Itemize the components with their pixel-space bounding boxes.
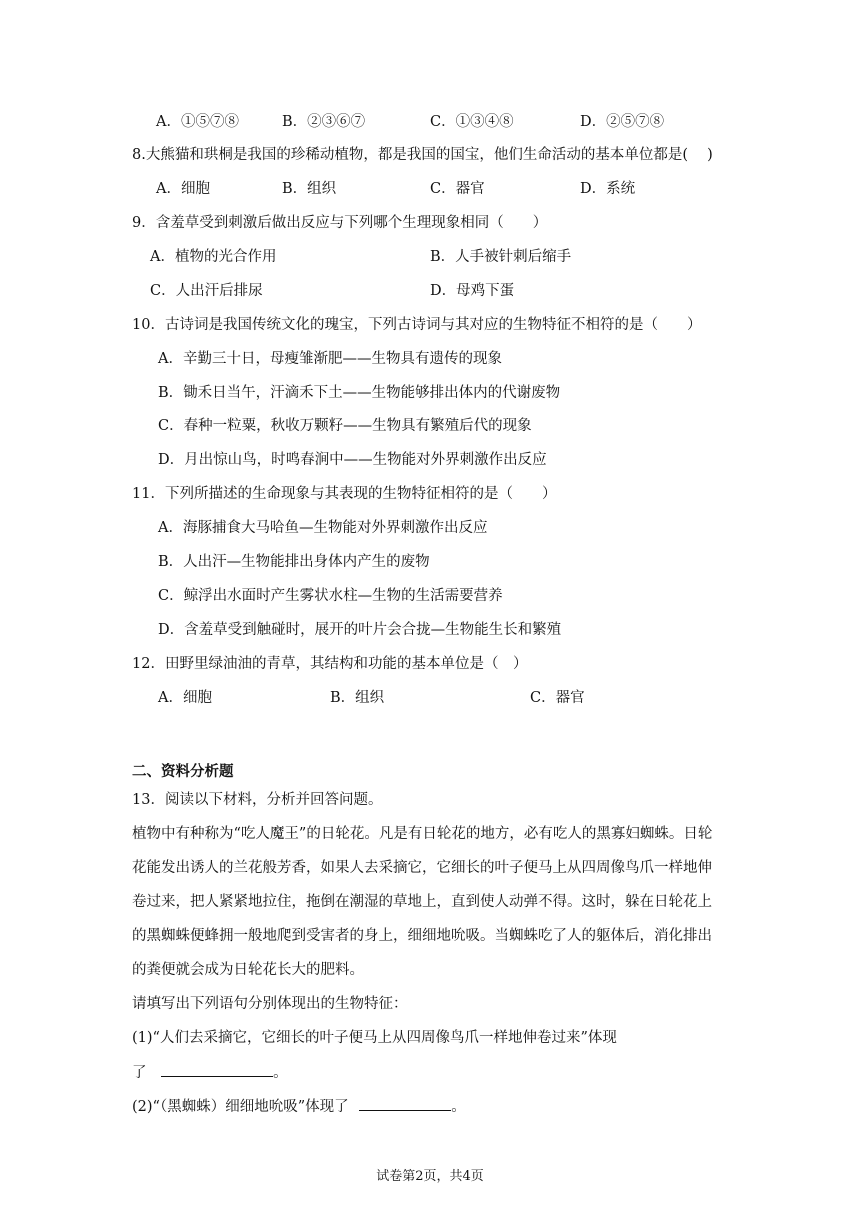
- q13-passage-line: 的粪便就会成为日轮花长大的肥料。: [132, 962, 364, 978]
- q10-stem: 10．古诗词是我国传统文化的瑰宝，下列古诗词与其对应的生物特征不相符的是（ ）: [132, 317, 702, 333]
- section-title: 二、资料分析题: [132, 763, 234, 780]
- q8-option-d: D．系统: [580, 181, 636, 197]
- q13-instruction: 请填写出下列语句分别体现出的生物特征：: [132, 996, 408, 1012]
- q10-option-d: D．月出惊山鸟，时鸣春涧中——生物能对外界刺激作出反应: [158, 452, 547, 468]
- q13-passage-line: 卷过来，把人紧紧地拉住，拖倒在潮湿的草地上，直到使人动弹不得。这时，躲在日轮花上: [132, 894, 712, 910]
- q13-sub1-suffix: 。: [273, 1065, 288, 1081]
- q12-option-c: C．器官: [530, 690, 585, 706]
- q7-option-a: A．①⑤⑦⑧: [156, 114, 239, 130]
- q13-sub2-line: [132, 1096, 466, 1117]
- q13-sub1-answer-line: [132, 1062, 288, 1083]
- q10-option-a: A．辛勤三十日，母瘦雏渐肥——生物具有遗传的现象: [158, 351, 502, 367]
- q12-option-b: B．组织: [330, 690, 385, 706]
- q13-sub1-blank[interactable]: [161, 1062, 273, 1077]
- q8-option-c: C．器官: [430, 181, 485, 197]
- q13-sub1-text: (1)“人们去采摘它，它细长的叶子便马上从四周像鸟爪一样地伸卷过来”体现: [132, 1030, 617, 1046]
- q10-option-c: C．春种一粒粟，秋收万颗籽——生物具有繁殖后代的现象: [158, 418, 532, 434]
- q13-sub1-prefix: 了: [132, 1065, 147, 1081]
- q9-option-b: B．人手被针刺后缩手: [430, 249, 572, 265]
- q11-option-b: B．人出汗—生物能排出身体内产生的废物: [158, 554, 430, 570]
- q11-stem: 11．下列所描述的生命现象与其表现的生物特征相符的是（ ）: [132, 486, 557, 502]
- q10-option-b: B．锄禾日当午，汗滴禾下土——生物能够排出体内的代谢废物: [158, 385, 561, 401]
- q9-option-c: C．人出汗后排尿: [150, 283, 263, 299]
- q12-option-a: A．细胞: [158, 690, 212, 706]
- q9-option-a: A．植物的光合作用: [150, 249, 277, 265]
- q7-option-b: B．②③⑥⑦: [282, 114, 366, 130]
- q8-stem: 8.大熊猫和珙桐是我国的珍稀动植物，都是我国的国宝，他们生命活动的基本单位都是( ): [132, 147, 713, 163]
- q7-option-d: D．②⑤⑦⑧: [580, 114, 665, 130]
- q13-sub2-suffix: 。: [451, 1099, 466, 1115]
- q13-passage-line: 的黑蜘蛛便蜂拥一般地爬到受害者的身上，细细地吮吸。当蜘蛛吃了人的躯体后，消化排出: [132, 928, 712, 944]
- q8-option-b: B．组织: [282, 181, 337, 197]
- q11-option-d: D．含羞草受到触碰时，展开的叶片会合拢—生物能生长和繁殖: [158, 622, 562, 638]
- q7-option-c: C．①③④⑧: [430, 114, 514, 130]
- q13-stem: 13．阅读以下材料，分析并回答问题。: [132, 792, 383, 808]
- q9-stem: 9．含羞草受到刺激后做出反应与下列哪个生理现象相同（ ）: [132, 215, 548, 231]
- q13-passage-line: 植物中有种称为“吃人魔王”的日轮花。凡是有日轮花的地方，必有吃人的黑寡妇蜘蛛。日轮: [132, 826, 713, 842]
- q11-option-c: C．鲸浮出水面时产生雾状水柱—生物的生活需要营养: [158, 588, 503, 604]
- q9-option-d: D．母鸡下蛋: [430, 283, 515, 299]
- q11-option-a: A．海豚捕食大马哈鱼—生物能对外界刺激作出反应: [158, 520, 488, 536]
- q13-passage-line: 花能发出诱人的兰花般芳香，如果人去采摘它，它细长的叶子便马上从四周像鸟爪一样地伸: [132, 860, 712, 876]
- q13-sub2-blank[interactable]: [359, 1096, 451, 1111]
- page-footer: 试卷第2页，共4页: [376, 1169, 484, 1184]
- q13-sub2-prefix: (2)“（黑蜘蛛）细细地吮吸”体现了: [132, 1099, 349, 1115]
- q12-stem: 12．田野里绿油油的青草，其结构和功能的基本单位是（ ）: [132, 656, 528, 672]
- q8-option-a: A．细胞: [156, 181, 210, 197]
